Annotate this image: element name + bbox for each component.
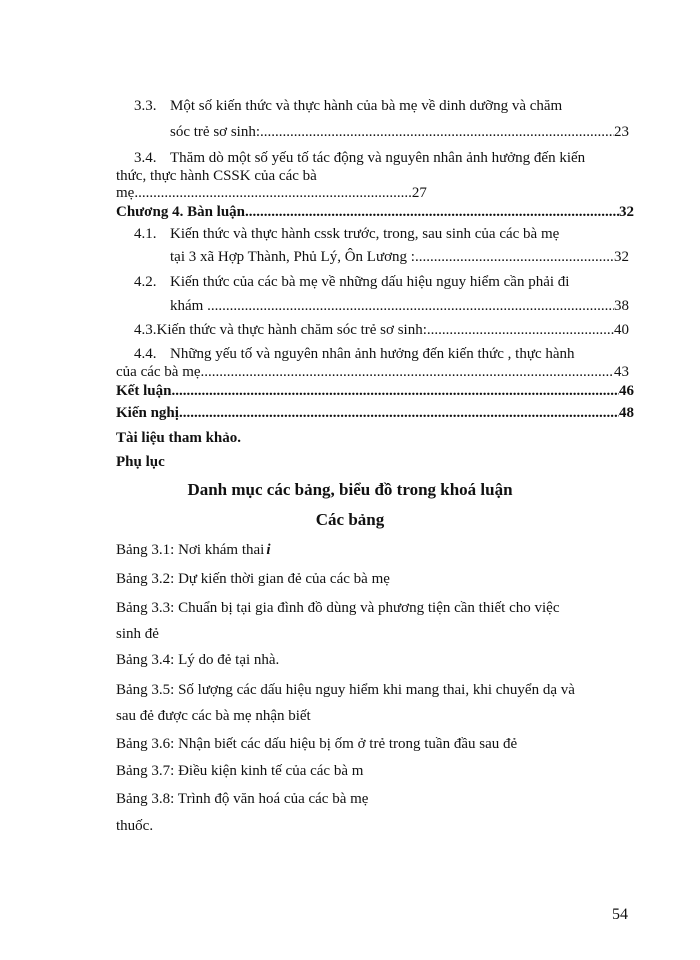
toc-4-2-line2[interactable]: khám . ..... 38 (170, 296, 629, 316)
toc-4-1-line1: 4.1. Kiến thức và thực hành cssk trước, trong, sau sinh của các bà mẹ (134, 226, 560, 242)
table-entry-3-4[interactable]: Bảng 3.4: Lý do đẻ tại nhà. (116, 652, 280, 668)
list-title: Danh mục các bảng, biểu đồ trong khoá luận (187, 480, 513, 499)
toc-3-3-line2[interactable]: sóc trẻ sơ sinh: ..... 23 (170, 122, 629, 142)
table-entry-3-2[interactable]: Bảng 3.2: Dự kiến thời gian đẻ của các bà mẹ (116, 571, 390, 587)
toc-3-4-line2: thức, thực hành CSSK của các bà (116, 168, 317, 184)
table-entry-3-3-cont: sinh đẻ (116, 626, 159, 642)
table-entry-3-8[interactable]: Bảng 3.8: Trình độ văn hoá của các bà mẹ (116, 791, 369, 807)
stray-mark-icon: i (266, 542, 271, 558)
toc-3-4-line3[interactable]: mẹ..........................................................................27 (116, 185, 427, 201)
toc-4-1-line2[interactable]: tại 3 xã Hợp Thành, Phủ Lý, Ôn Lương : ..... 32 (170, 247, 629, 267)
toc-4-3[interactable]: 4.3. Kiến thức và thực hành chăm sóc trẻ sơ sinh: ..... 40 (134, 320, 629, 340)
table-entry-3-1[interactable]: Bảng 3.1: Nơi khám thai i (116, 542, 271, 558)
table-entry-3-6[interactable]: Bảng 3.6: Nhận biết các dấu hiệu bị ốm ở trẻ trong tuần đầu sau đẻ (116, 736, 518, 752)
toc-tai-lieu-tham-khao[interactable]: Tài liệu tham khảo. (116, 430, 242, 446)
table-entry-3-3[interactable]: Bảng 3.3: Chuẩn bị tại gia đình đồ dùng và phương tiện cần thiết cho việc (116, 600, 560, 616)
toc-4-4-line2[interactable]: của các bà mẹ ..... 43 (116, 362, 629, 382)
table-entry-3-5[interactable]: Bảng 3.5: Số lượng các dấu hiệu nguy hiểm khi mang thai, khi chuyển dạ và (116, 682, 575, 698)
toc-phu-luc[interactable]: Phụ lục (116, 454, 165, 470)
toc-4-2-line1: 4.2. Kiến thức của các bà mẹ về những dấu hiệu nguy hiểm cần phải đi (134, 274, 570, 290)
table-entry-3-5-cont: sau đẻ được các bà mẹ nhận biết (116, 708, 311, 724)
table-entry-trailing: thuốc. (116, 818, 154, 834)
toc-4-4-line1: 4.4. Những yếu tố và nguyên nhân ảnh hưởng đến kiến thức , thực hành (134, 346, 575, 362)
toc-ket-luan[interactable]: Kết luận ..... 46 (116, 381, 634, 401)
table-entry-3-7[interactable]: Bảng 3.7: Điều kiện kinh tế của các bà m (116, 763, 364, 779)
toc-3-4-line1: 3.4. Thăm dò một số yếu tố tác động và nguyên nhân ảnh hưởng đến kiến (134, 150, 586, 166)
toc-3-3-line1: 3.3. Một số kiến thức và thực hành của bà mẹ về dinh dưỡng và chăm (134, 98, 563, 114)
page-number: 54 (612, 906, 628, 923)
toc-chapter-4[interactable]: Chương 4. Bàn luận ..... 32 (116, 202, 634, 222)
toc-kien-nghi[interactable]: Kiến nghị ..... 48 (116, 403, 634, 423)
list-subtitle: Các bảng (315, 510, 385, 529)
